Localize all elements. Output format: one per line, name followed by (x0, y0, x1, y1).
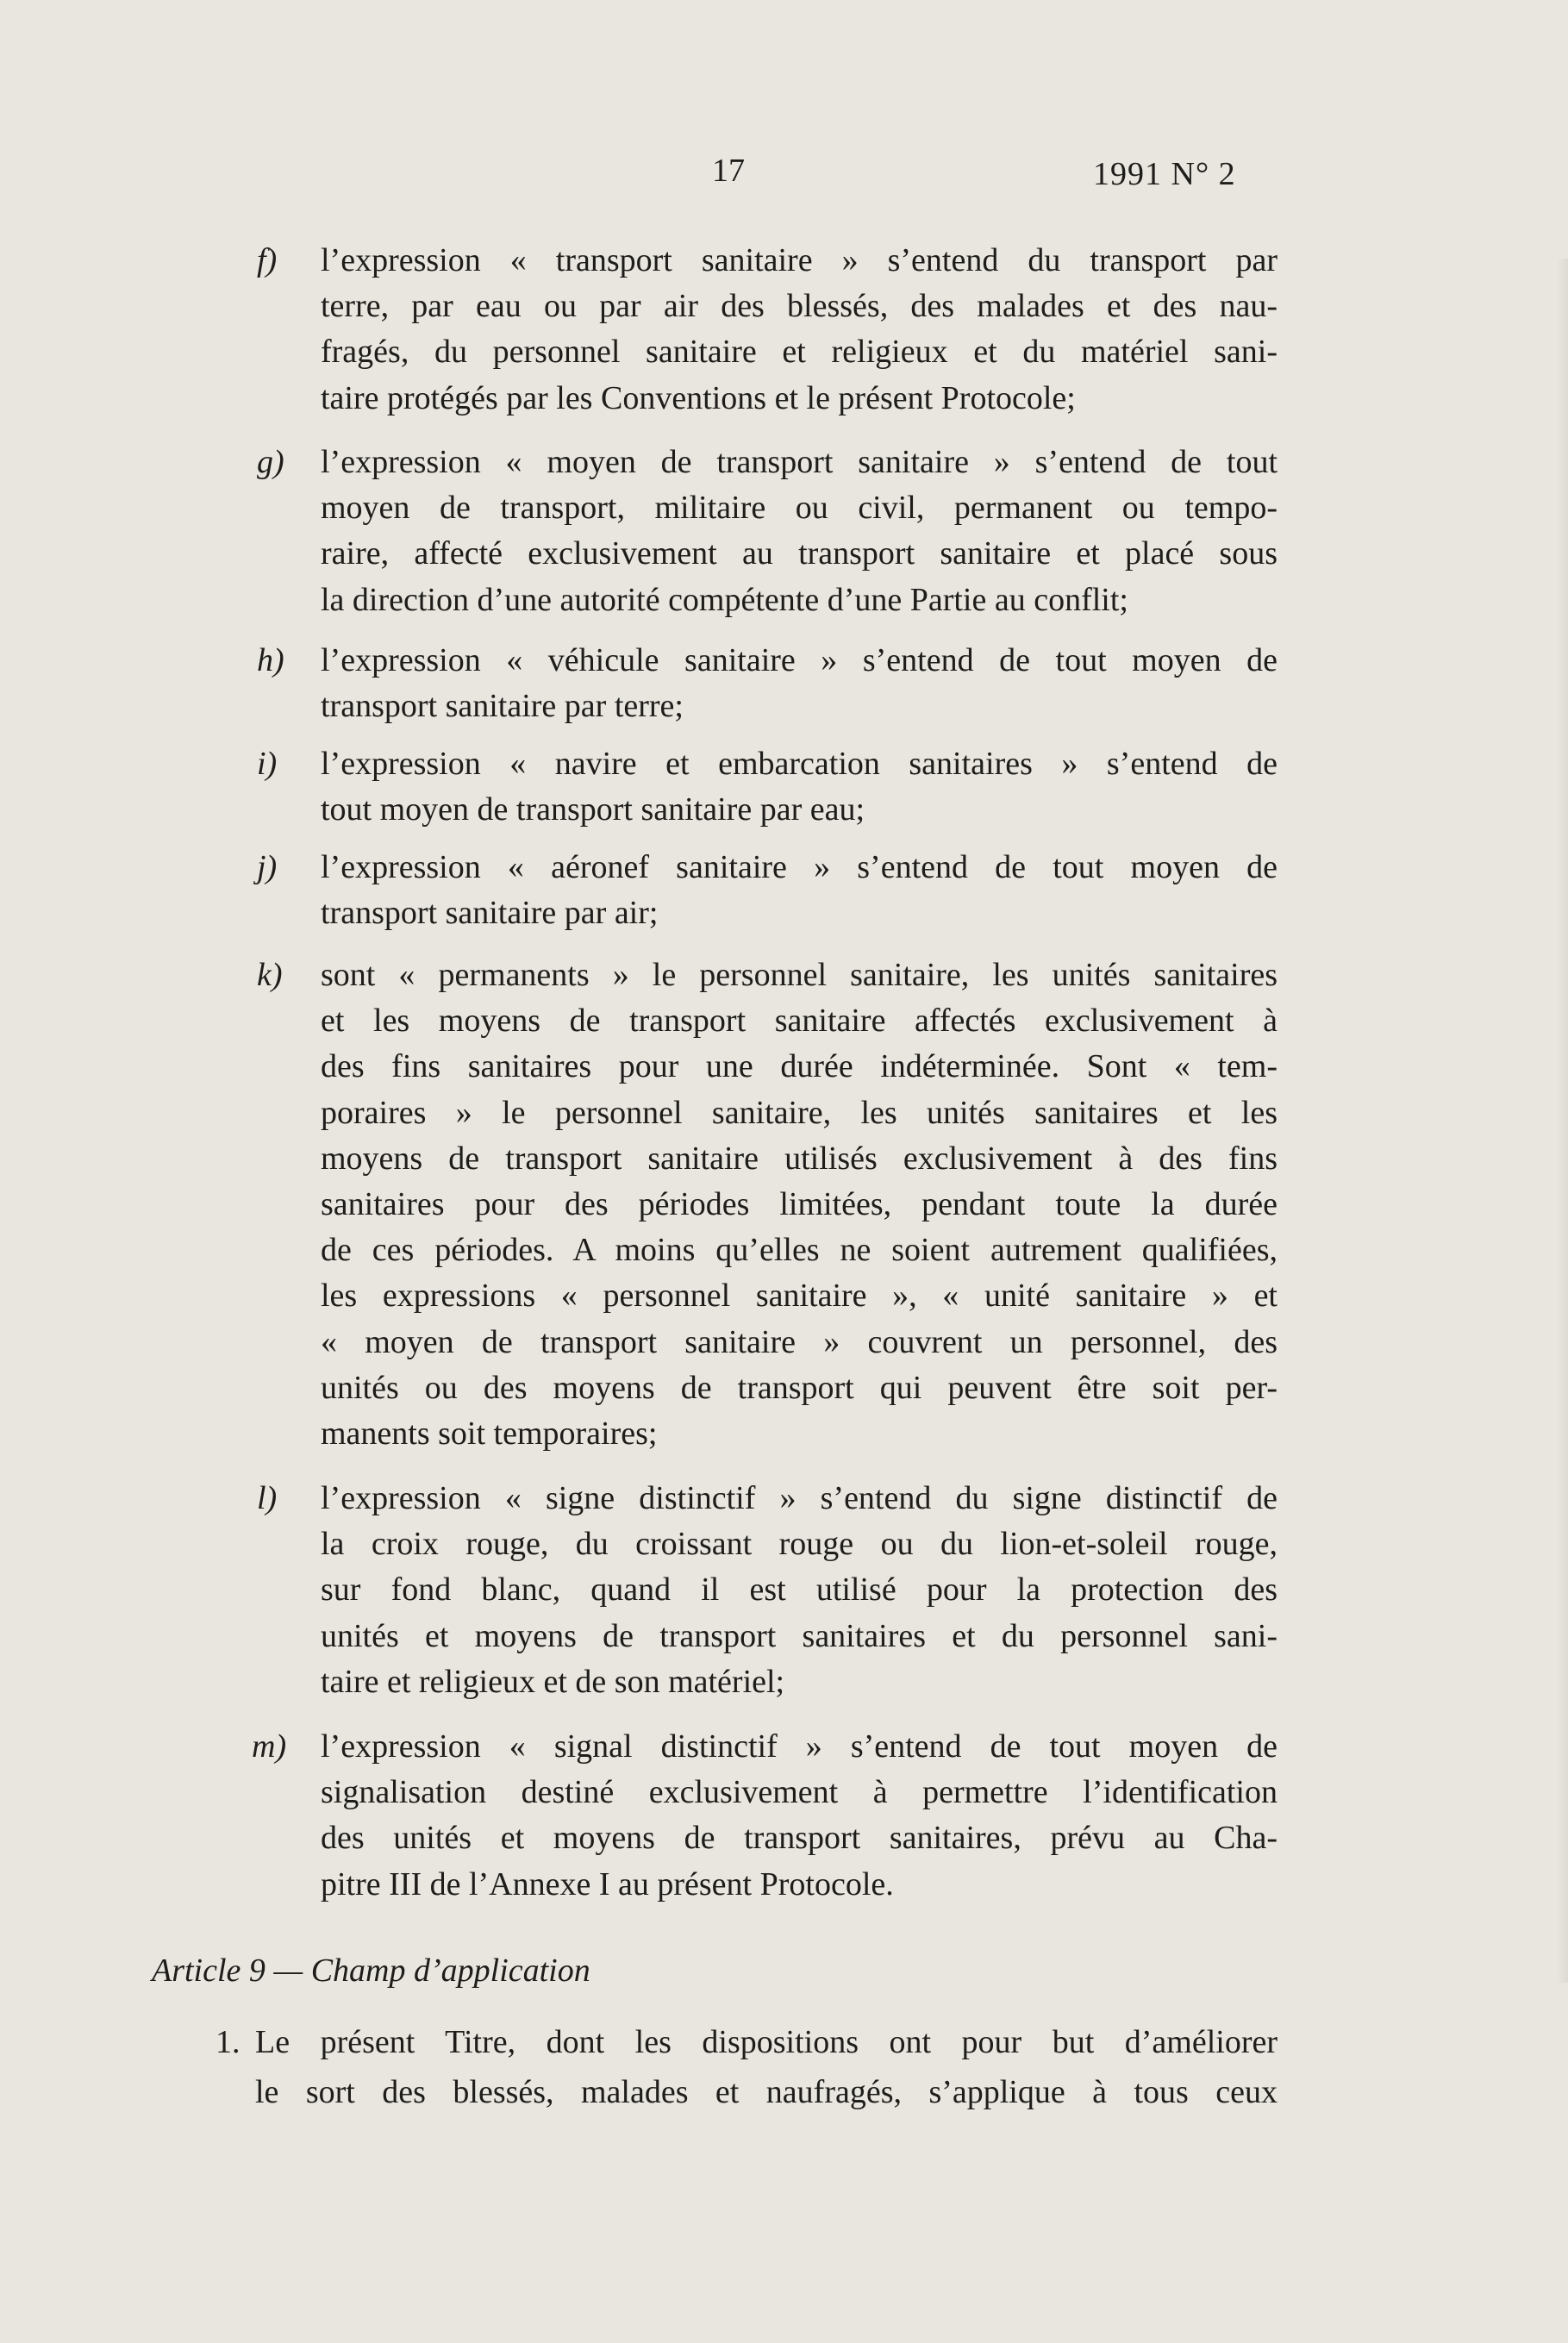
text-line: et les moyens de transport sanitaire affectés exclusivement à (321, 1003, 1278, 1040)
text-line: pitre III de l’Annexe I au présent Protocole. (321, 1865, 894, 1903)
text-line: des fins sanitaires pour une durée indéterminée. Sont « tem- (321, 1048, 1278, 1085)
text-line: sont « permanents » le personnel sanitaire, les unités sanitaires (321, 957, 1278, 993)
paragraph-text (255, 2017, 1278, 2117)
text-line: signalisation destiné exclusivement à permettre l’identification (321, 1774, 1278, 1811)
text-line: transport sanitaire par air; (321, 895, 659, 932)
text-line: « moyen de transport sanitaire » couvrent un personnel, des (321, 1323, 1278, 1360)
definition-text (321, 638, 1278, 729)
page-number: 17 (712, 153, 745, 189)
definition-text (321, 953, 1278, 1457)
text-line: fragés, du personnel sanitaire et religieux et du matériel sani- (321, 334, 1278, 371)
definition-text (321, 1724, 1278, 1908)
paragraph-number: 1. (216, 2024, 241, 2060)
definition-text (321, 238, 1278, 422)
text-line: moyen de transport, militaire ou civil, permanent ou tempo- (321, 490, 1278, 527)
text-line: des unités et moyens de transport sanitaires, prévu au Cha- (321, 1820, 1278, 1857)
text-line: l’expression « moyen de transport sanitaire » s’entend de tout (321, 444, 1278, 480)
definition-letter: l) (257, 1480, 278, 1516)
text-line: l’expression « signe distinctif » s’entend du signe distinctif de (321, 1480, 1278, 1516)
text-line: taire protégés par les Conventions et le présent Protocole; (321, 379, 1076, 416)
definition-letter: j) (257, 849, 278, 885)
text-line: taire et religieux et de son matériel; (321, 1663, 785, 1700)
text-line: la croix rouge, du croissant rouge ou du lion-et-soleil rouge, (321, 1526, 1278, 1563)
text-line: l’expression « aéronef sanitaire » s’entend de tout moyen de (321, 849, 1278, 885)
text-line: la direction d’une autorité compétente d’une Partie au conflit; (321, 581, 1128, 618)
definition-letter: f) (257, 242, 278, 278)
definition-text (321, 741, 1278, 833)
definition-text (321, 1476, 1278, 1705)
text-line: sanitaires pour des périodes limitées, pendant toute la durée (321, 1186, 1278, 1223)
definition-text (321, 440, 1278, 623)
text-line: transport sanitaire par terre; (321, 688, 684, 725)
text-line: sur fond blanc, quand il est utilisé pour la protection des (321, 1571, 1278, 1609)
text-line: unités et moyens de transport sanitaires et du personnel sani- (321, 1617, 1278, 1654)
definition-letter: g) (257, 444, 284, 480)
text-line: l’expression « transport sanitaire » s’entend du transport par (321, 242, 1278, 278)
text-line: terre, par eau ou par air des blessés, des malades et des nau- (321, 288, 1278, 325)
text-line: poraires » le personnel sanitaire, les unités sanitaires et les (321, 1094, 1278, 1131)
text-line: l’expression « signal distinctif » s’entend de tout moyen de (321, 1728, 1278, 1765)
text-line: moyens de transport sanitaire utilisés exclusivement à des fins (321, 1140, 1278, 1177)
definition-letter: h) (257, 642, 284, 678)
text-line: raire, affecté exclusivement au transport sanitaire et placé sous (321, 535, 1278, 572)
text-line: unités ou des moyens de transport qui peuvent être soit per- (321, 1369, 1278, 1406)
definition-letter: m) (252, 1728, 287, 1765)
text-line: les expressions « personnel sanitaire », « unité sanitaire » et (321, 1278, 1278, 1315)
text-line: tout moyen de transport sanitaire par eau; (321, 791, 865, 828)
page-edge-shadow (1556, 259, 1568, 1983)
text-line: l’expression « véhicule sanitaire » s’entend de tout moyen de (321, 642, 1278, 678)
text-line: le sort des blessés, malades et naufragés, s’applique à tous ceux (255, 2074, 1278, 2110)
article-heading: Article 9 — Champ d’application (152, 1952, 590, 1989)
text-line: manents soit temporaires; (321, 1415, 658, 1453)
text-line: de ces périodes. A moins qu’elles ne soient autrement qualifiées, (321, 1232, 1278, 1269)
definition-letter: k) (257, 957, 283, 993)
definition-text (321, 845, 1278, 936)
document-year-number: 1991 N° 2 (1093, 156, 1236, 192)
definition-letter: i) (257, 746, 278, 782)
text-line: Le présent Titre, dont les dispositions ont pour but d’améliorer (255, 2024, 1278, 2060)
text-line: l’expression « navire et embarcation sanitaires » s’entend de (321, 746, 1278, 782)
